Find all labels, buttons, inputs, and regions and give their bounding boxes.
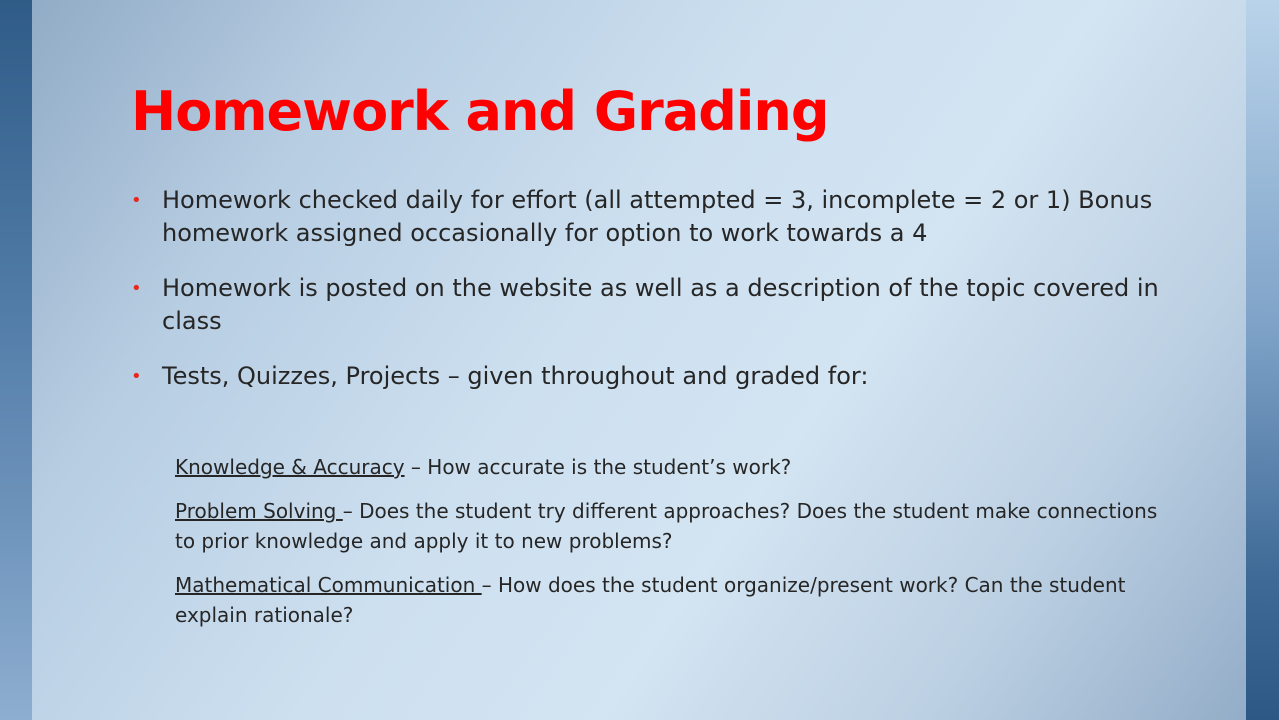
slide-title: Homework and Grading: [131, 80, 829, 143]
bullet-dot-icon: •: [131, 190, 142, 211]
bullet-item: [131, 360, 1161, 393]
criterion-term: Mathematical Communication: [175, 573, 482, 597]
criterion-communication: [175, 570, 1165, 630]
right-accent-bar: [1246, 0, 1279, 720]
criterion-problem-solving: [175, 496, 1165, 556]
left-accent-bar: [0, 0, 32, 720]
criterion-description: – How accurate is the student’s work?: [404, 455, 792, 479]
bullet-dot-icon: •: [131, 278, 142, 299]
bullet-text: Homework is posted on the website as well as a description of the topic covered in class: [162, 274, 1159, 335]
bullet-item: [131, 272, 1161, 338]
criterion-description: – How does the student organize/present work? Can the student explain rationale?: [175, 573, 1126, 627]
bullet-list: [131, 184, 1161, 415]
criterion-description: – Does the student try different approaches? Does the student make connections to prior knowledge and apply it to new problems?: [175, 499, 1158, 553]
bullet-dot-icon: •: [131, 366, 142, 387]
bullet-item: [131, 184, 1161, 250]
grading-criteria: [175, 452, 1165, 644]
criterion-knowledge: [175, 452, 1165, 482]
criterion-term: Knowledge & Accuracy: [175, 455, 405, 479]
criterion-term: Problem Solving: [175, 499, 343, 523]
bullet-text: Homework checked daily for effort (all attempted = 3, incomplete = 2 or 1) Bonus homework assigned occasionally for option to work towards a 4: [162, 186, 1153, 247]
bullet-text: Tests, Quizzes, Projects – given throughout and graded for:: [162, 362, 869, 390]
